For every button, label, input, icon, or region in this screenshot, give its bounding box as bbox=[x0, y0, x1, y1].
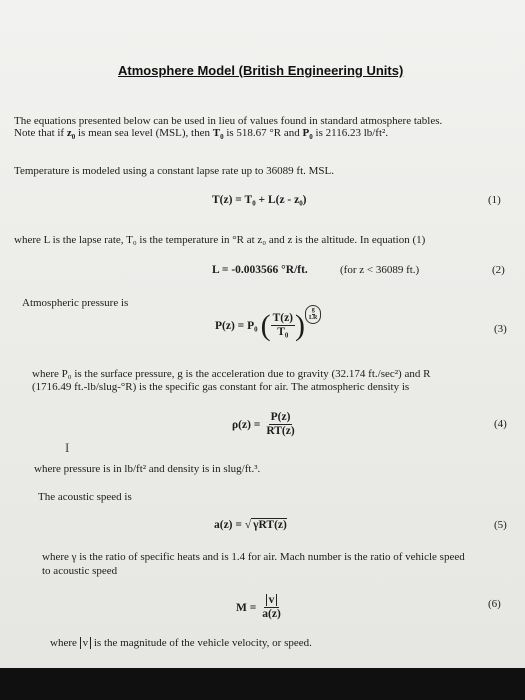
page-title: Atmosphere Model (British Engineering Units) bbox=[118, 63, 404, 78]
acoustic-text: The acoustic speed is bbox=[38, 491, 132, 503]
sqrt-icon: √ bbox=[244, 519, 252, 531]
t0-symbol: T bbox=[212, 127, 221, 139]
equation-3-lhs: P(z) = P₀ bbox=[215, 319, 258, 332]
equation-6-fraction bbox=[260, 594, 283, 621]
equation-6-lhs: M = bbox=[236, 601, 257, 614]
temperature-model-text: Temperature is modeled using a constant lapse rate up to 36089 ft. MSL. bbox=[14, 165, 334, 177]
equation-5 bbox=[214, 519, 287, 531]
fraction-denominator: a(z) bbox=[262, 608, 281, 620]
fraction-denominator: T₀ bbox=[277, 326, 289, 338]
z0-symbol: z bbox=[66, 127, 72, 139]
exponent-numerator: g bbox=[311, 307, 315, 313]
final-text bbox=[50, 636, 312, 650]
equation-3-fraction bbox=[271, 312, 295, 339]
equation-4 bbox=[232, 411, 297, 438]
equation-5-lhs: a(z) = bbox=[214, 519, 242, 531]
where-eq3-line-2: (1716.49 ft.-lb/slug-°R) is the specific gas constant for air. The atmospheric density is bbox=[32, 381, 410, 393]
pressure-text: Atmospheric pressure is bbox=[22, 297, 129, 309]
final-text-part: is the magnitude of the vehicle velocity, or speed. bbox=[91, 637, 312, 649]
intro-text: is 518.67 °R and bbox=[223, 127, 303, 139]
intro-line-2: Note that if $z_0$ is mean sea level (MSL), then $T_0$ is 518.67 °R and $P_0$ is 2116.23 lb/ft². bbox=[14, 127, 389, 142]
equation-4-lhs: ρ(z) = bbox=[232, 418, 261, 431]
intro-text: is mean sea level (MSL), then bbox=[75, 127, 213, 139]
equation-2-number: (2) bbox=[492, 264, 505, 276]
equation-5-radicand: γRT(z) bbox=[253, 519, 287, 531]
equation-2: L = -0.003566 °R/ft. bbox=[212, 264, 308, 276]
equation-2-condition: (for z < 36089 ft.) bbox=[340, 264, 420, 276]
intro-line-1: The equations presented below can be used in lieu of values found in standard atmosphere tables. bbox=[14, 115, 443, 127]
lapse-rate-text: where L is the lapse rate, T₀ is the temperature in °R at z₀ and z is the altitude. In equation (1) bbox=[14, 234, 426, 246]
fraction-numerator bbox=[264, 594, 280, 608]
equation-5-number: (5) bbox=[494, 519, 507, 531]
exponent-denominator: LR bbox=[309, 315, 318, 321]
final-text-part: where bbox=[50, 637, 80, 649]
equation-1-number: (1) bbox=[488, 194, 501, 206]
equation-3-number: (3) bbox=[494, 323, 507, 335]
gamma-line-2: to acoustic speed bbox=[42, 565, 118, 577]
velocity-magnitude: v bbox=[266, 594, 278, 606]
velocity-magnitude: v bbox=[80, 637, 92, 649]
fraction-numerator: P(z) bbox=[270, 411, 291, 423]
equation-3-exponent bbox=[305, 305, 321, 324]
where-eq3-line-1: where P₀ is the surface pressure, g is the acceleration due to gravity (32.174 ft./sec²) and R bbox=[32, 368, 431, 380]
intro-text: Note that if bbox=[14, 127, 67, 139]
intro-text: is 2116.23 lb/ft². bbox=[312, 127, 389, 139]
gamma-line-1: where γ is the ratio of specific heats and is 1.4 for air. Mach number is the ratio of vehicle speed bbox=[42, 551, 465, 563]
fraction-numerator: T(z) bbox=[272, 312, 294, 324]
equation-1: T(z) = T₀ + L(z - z₀) bbox=[212, 194, 307, 206]
equation-4-fraction bbox=[264, 411, 296, 438]
p0-symbol: P bbox=[302, 127, 310, 139]
equation-3: P(z) = P₀ ( $\frac{T(z)}{\text{T₀}}$ ) $\frac{g}{LR}$ bbox=[215, 312, 321, 339]
equation-6-number: (6) bbox=[488, 598, 501, 610]
units-text: where pressure is in lb/ft² and density is in slug/ft.³. bbox=[34, 463, 261, 475]
equation-4-number: (4) bbox=[494, 418, 507, 430]
text-cursor-icon: I bbox=[65, 440, 70, 455]
fraction-denominator: RT(z) bbox=[266, 425, 295, 437]
equation-6 bbox=[236, 594, 283, 621]
photo-bottom-edge bbox=[0, 668, 525, 700]
